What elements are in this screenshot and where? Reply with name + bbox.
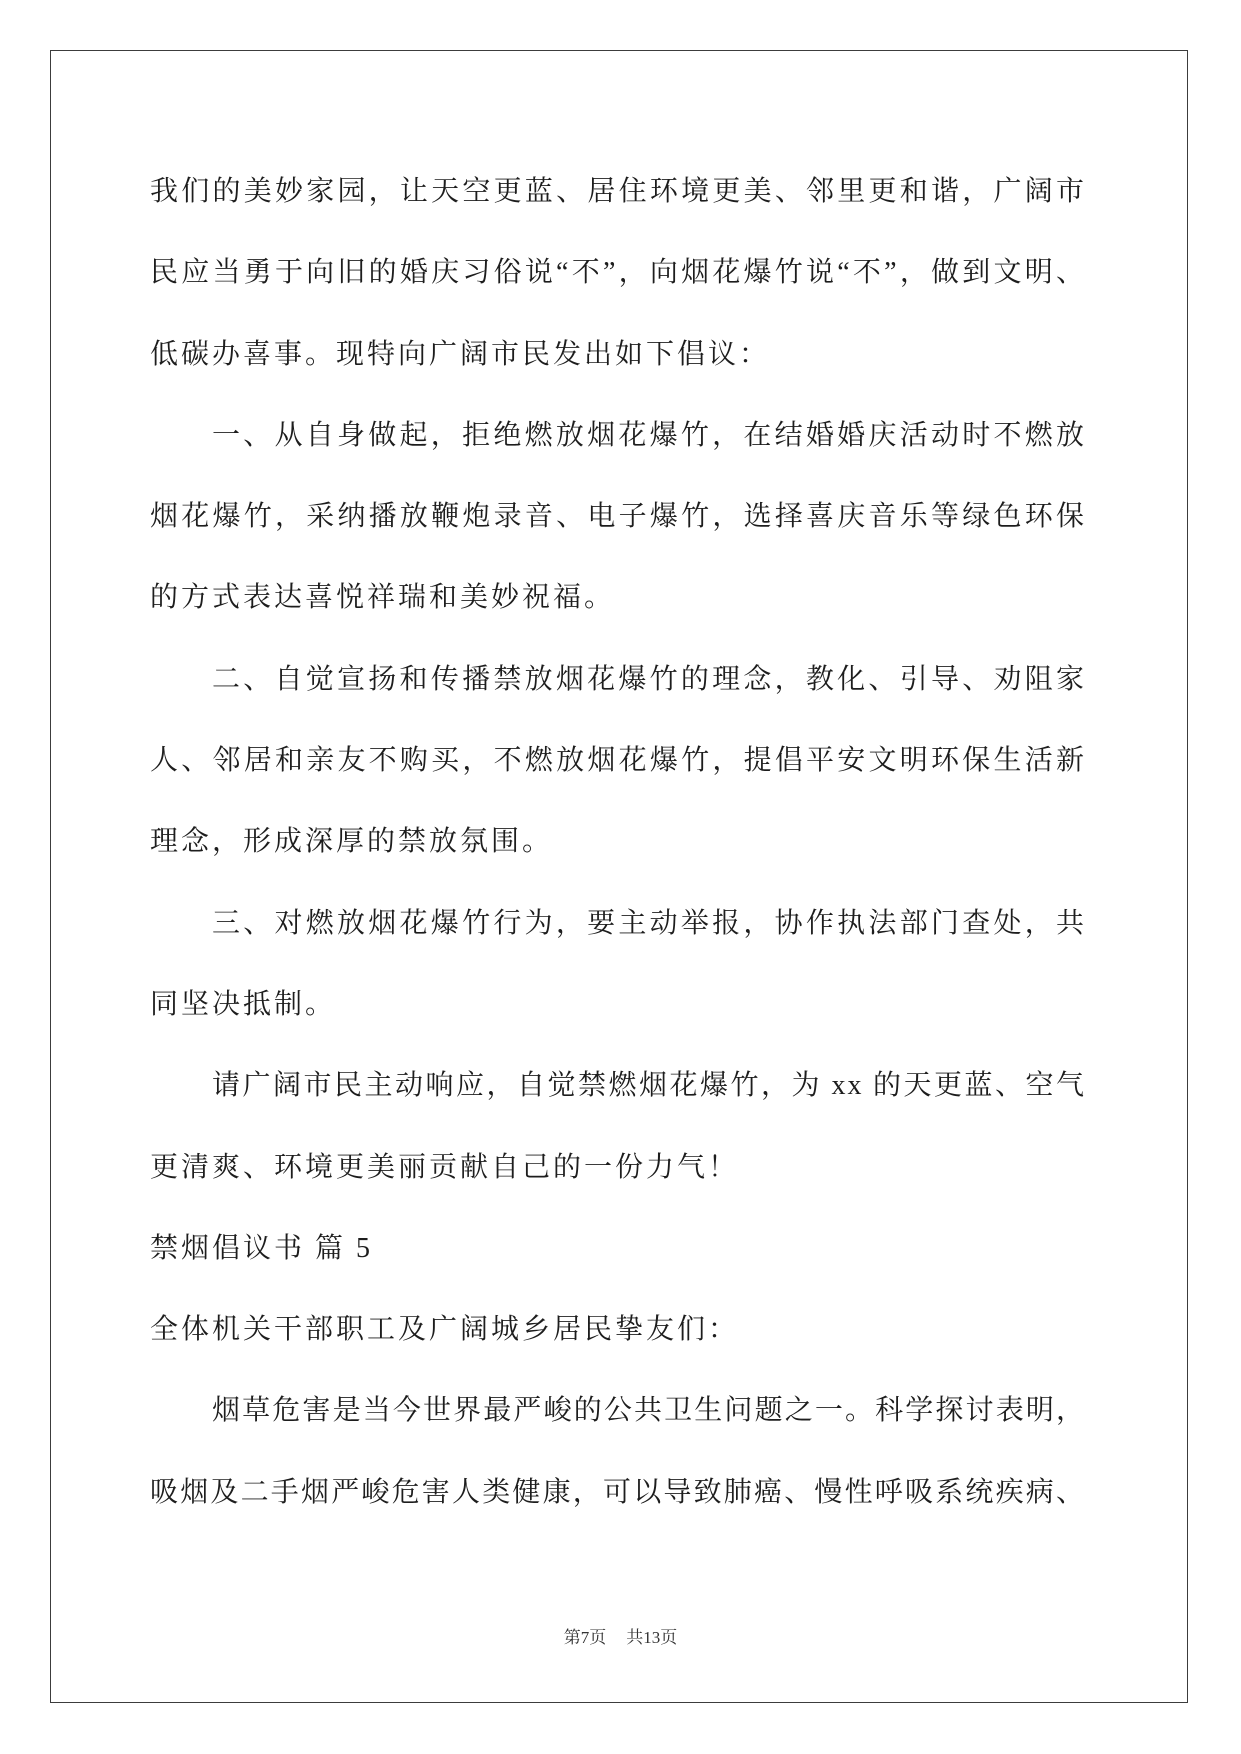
body-text	[150, 151, 1086, 1533]
paragraph-line: 人、邻居和亲友不购买，不燃放烟花爆竹，提倡平安文明环保生活新	[150, 745, 1086, 777]
paragraph-line: 烟花爆竹，采纳播放鞭炮录音、电子爆竹，选择喜庆音乐等绿色环保	[150, 501, 1086, 533]
page-number: 第7页	[563, 1628, 607, 1647]
paragraph-line: 我们的美妙家园，让天空更蓝、居住环境更美、邻里更和谐，广阔市	[150, 176, 1086, 207]
paragraph-line: 三、对燃放烟花爆竹行为，要主动举报，协作执法部门查处，共	[212, 907, 1086, 939]
paragraph-line: 二、自觉宣扬和传播禁放烟花爆竹的理念，教化、引导、劝阻家	[212, 663, 1086, 695]
paragraph-line: 同坚决抵制。	[150, 988, 337, 1020]
paragraph-line: 低碳办喜事。现特向广阔市民发出如下倡议：	[150, 338, 771, 370]
paragraph-line: 理念，形成深厚的禁放氛围。	[150, 826, 554, 858]
section-heading: 禁烟倡议书 篇 5	[150, 1232, 374, 1264]
paragraph-line: 民应当勇于向旧的婚庆习俗说“不”，向烟花爆竹说“不”，做到文明、	[150, 257, 1086, 289]
paragraph	[150, 395, 1086, 639]
paragraph	[150, 151, 1086, 395]
page-count: 共13页	[626, 1628, 678, 1647]
salutation: 全体机关干部职工及广阔城乡居民挚友们：	[150, 1314, 740, 1346]
page-footer	[0, 1626, 1241, 1650]
paragraph-line: 更清爽、环境更美丽贡献自己的一份力气！	[150, 1151, 740, 1183]
paragraph	[150, 639, 1086, 883]
paragraph-line: 的方式表达喜悦祥瑞和美妙祝福。	[150, 582, 616, 614]
paragraph-line: 请广阔市民主动响应，自觉禁燃烟花爆竹，为 xx 的天更蓝、空气	[212, 1070, 1086, 1102]
paragraph	[150, 883, 1086, 1046]
paragraph-line: 吸烟及二手烟严峻危害人类健康，可以导致肺癌、慢性呼吸系统疾病、	[150, 1476, 1086, 1508]
paragraph-line: 烟草危害是当今世界最严峻的公共卫生问题之一。科学探讨表明，	[212, 1395, 1086, 1427]
paragraph	[150, 1045, 1086, 1208]
paragraph-line: 一、从自身做起，拒绝燃放烟花爆竹，在结婚婚庆活动时不燃放	[212, 419, 1086, 451]
paragraph	[150, 1370, 1086, 1533]
